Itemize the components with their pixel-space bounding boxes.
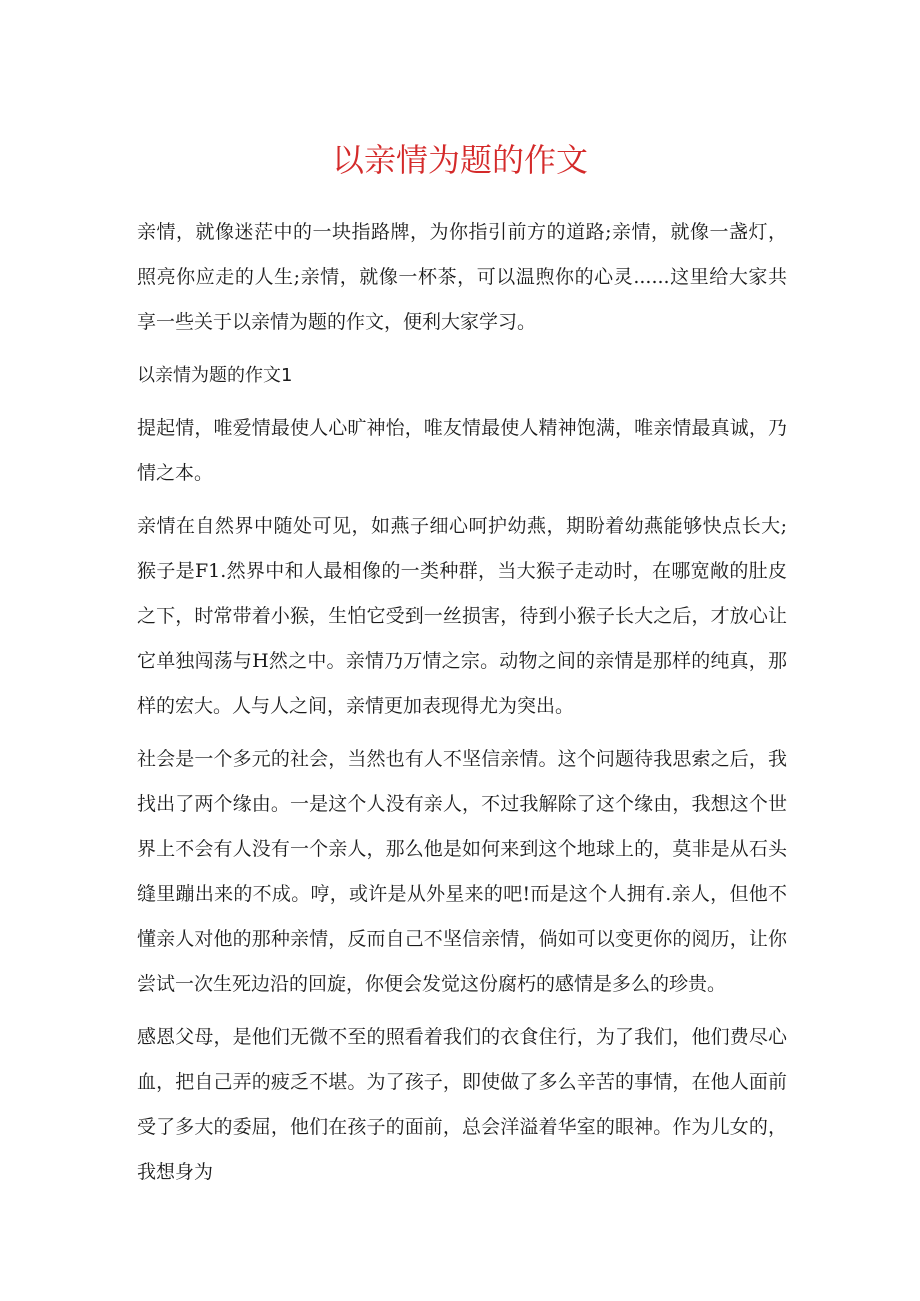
- intro-paragraph: 亲情，就像迷茫中的一块指路牌，为你指引前方的道路;亲情，就像一盏灯，照亮你应走的人生;亲情，就像一杯茶，可以温煦你的心灵......这里给大家共享一些关于以亲情为题的作文，便利大家学习。: [137, 221, 787, 333]
- section-heading: 以亲情为题的作文1: [137, 365, 293, 386]
- body-paragraph: 亲情在自然界中随处可见，如燕子细心呵护幼燕，期盼着幼燕能够快点长大;猴子是F1.然界中和人最相像的一类种群，当大猴子走动时，在哪宽敞的肚皮之下，时常带着小猴，生怕它受到一丝损害，待到小猴子长大之后，才放心让它单独闯荡与H然之中。亲情乃万情之宗。动物之间的亲情是那样的纯真，那样的宏大。人与人之间，亲情更加表现得尤为突出。: [137, 515, 787, 717]
- document-title: 以亲情为题的作文: [331, 141, 588, 179]
- body-paragraph: 社会是一个多元的社会，当然也有人不坚信亲情。这个问题待我思索之后，我找出了两个缘由。一是这个人没有亲人，不过我解除了这个缘由，我想这个世界上不会有人没有一个亲人，那么他是如何来到这个地球上的，莫非是从石头缝里蹦出来的不成。哼，或许是从外星来的吧!而是这个人拥有.亲人，但他不懂亲人对他的那种亲情，反而自己不坚信亲情，倘如可以变更你的阅历，让你尝试一次生死边沿的回旋，你便会发觉这份腐朽的感情是多么的珍贵。: [137, 748, 787, 995]
- document-body: [137, 210, 787, 1203]
- body-paragraph: 感恩父母，是他们无微不至的照看着我们的衣食住行，为了我们，他们费尽心血，把自己弄的疲乏不堪。为了孩子，即使做了多么辛苦的事情，在他人面前受了多大的委屈，他们在孩子的面前，总会洋溢着华室的眼神。作为儿女的，我想身为: [137, 1026, 787, 1183]
- body-paragraph: 提起情，唯爱情最使人心旷神怡，唯友情最使人精神饱满，唯亲情最真诚，乃情之本。: [137, 417, 787, 484]
